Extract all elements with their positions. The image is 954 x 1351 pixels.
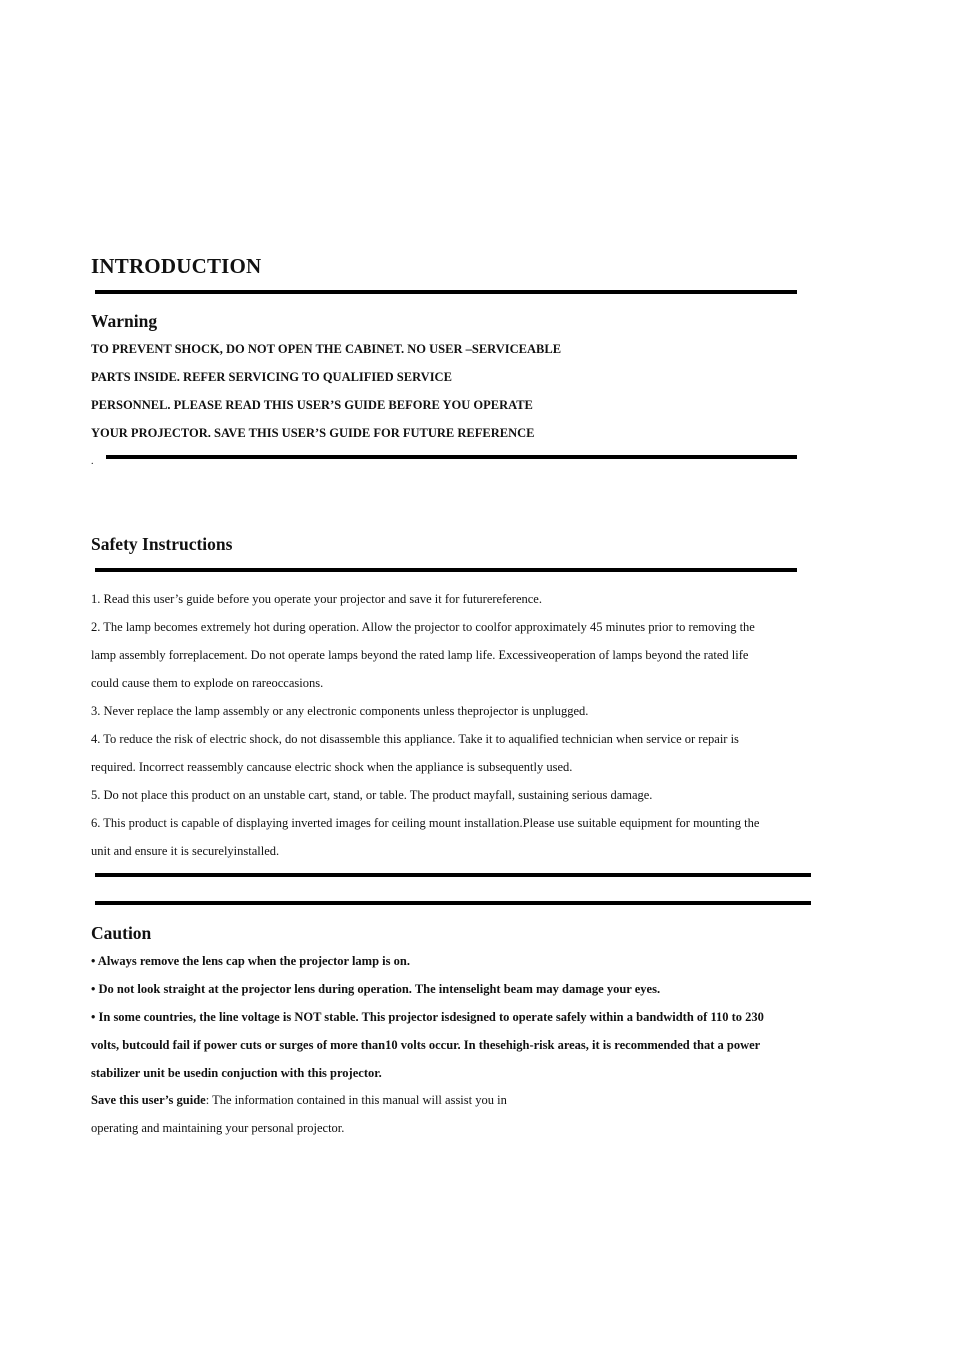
page-title: INTRODUCTION: [91, 254, 262, 278]
warning-heading: Warning: [91, 311, 158, 331]
warning-line: TO PREVENT SHOCK, DO NOT OPEN THE CABINET. NO USER –SERVICEABLE: [91, 342, 562, 356]
save-guide-text: : The information contained in this manual will assist you in: [205, 1093, 507, 1107]
safety-line: lamp assembly forreplacement. Do not operate lamps beyond the rated lamp life. Excessiveoperation of lamps beyond the rated life: [91, 648, 749, 662]
caution-line: • In some countries, the line voltage is NOT stable. This projector isdesigned to operate safely within a bandwidth of 110 to 230: [91, 1010, 764, 1024]
caution-last-line: operating and maintaining your personal projector.: [91, 1121, 345, 1135]
caution-heading: Caution: [91, 923, 152, 943]
divider: [95, 568, 797, 572]
warning-line: PERSONNEL. PLEASE READ THIS USER’S GUIDE BEFORE YOU OPERATE: [91, 398, 533, 412]
divider: [95, 290, 797, 294]
stray-mark: .: [91, 456, 94, 467]
divider: [95, 901, 811, 905]
warning-line: YOUR PROJECTOR. SAVE THIS USER’S GUIDE FOR FUTURE REFERENCE: [91, 426, 535, 440]
safety-line: 4. To reduce the risk of electric shock, do not disassemble this appliance. Take it to aqualified technician when service or repair is: [91, 732, 739, 746]
caution-line: • Always remove the lens cap when the projector lamp is on.: [91, 954, 410, 968]
safety-line: 1. Read this user’s guide before you operate your projector and save it for futurereference.: [91, 592, 542, 606]
divider: [106, 455, 797, 459]
save-guide-label: Save this user’s guide: [91, 1093, 206, 1107]
caution-line: volts, butcould fail if power cuts or surges of more than10 volts occur. In thesehigh-risk areas, it is recommended that a power: [91, 1038, 761, 1052]
divider: [95, 873, 811, 877]
caution-line: • Do not look straight at the projector lens during operation. The intenselight beam may damage your eyes.: [91, 982, 661, 996]
safety-line: could cause them to explode on rareoccasions.: [91, 676, 324, 690]
safety-heading: Safety Instructions: [91, 534, 233, 554]
safety-line: 5. Do not place this product on an unstable cart, stand, or table. The product mayfall, sustaining serious damage.: [91, 788, 653, 802]
safety-line: 3. Never replace the lamp assembly or any electronic components unless theprojector is unplugged.: [91, 704, 589, 718]
safety-line: 6. This product is capable of displaying inverted images for ceiling mount installation.Please use suitable equipment for mounting the: [91, 816, 760, 830]
caution-line: stabilizer unit be usedin conjuction with this projector.: [91, 1066, 382, 1080]
warning-line: PARTS INSIDE. REFER SERVICING TO QUALIFIED SERVICE: [91, 370, 452, 384]
safety-line: required. Incorrect reassembly cancause electric shock when the appliance is subsequently used.: [91, 760, 573, 774]
safety-line: 2. The lamp becomes extremely hot during operation. Allow the projector to coolfor approximately 45 minutes prior to removing the: [91, 620, 755, 634]
safety-line: unit and ensure it is securelyinstalled.: [91, 844, 280, 858]
save-guide-line: [91, 1093, 507, 1108]
